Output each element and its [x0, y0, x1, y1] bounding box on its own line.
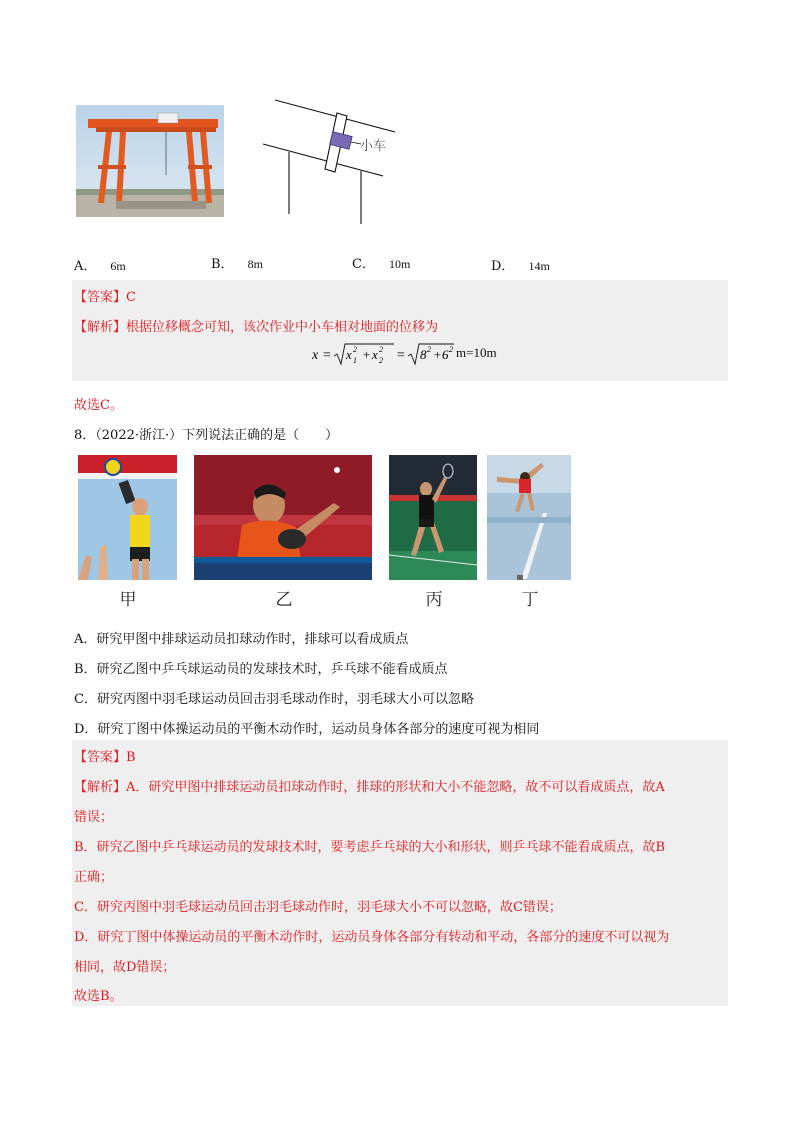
volleyball-photo — [78, 455, 177, 580]
option-c — [352, 253, 410, 272]
option-b — [211, 253, 263, 272]
caption-bing: 丙 — [425, 590, 443, 610]
q8-analysis-line: C．研究丙图中羽毛球运动员回击羽毛球动作时，羽毛球大小不可以忽略，故C错误； — [74, 900, 562, 915]
trolley-label: 小车 — [360, 139, 387, 154]
q8-analysis-line: 错误； — [74, 810, 114, 825]
option-a — [74, 255, 126, 274]
svg-text:x: x — [346, 347, 352, 362]
q8-option-a: A．研究甲图中排球运动员扣球动作时，排球可以看成质点 — [74, 632, 409, 647]
q8-answer: 【答案】B — [74, 750, 136, 765]
q7-conclusion: 故选C。 — [74, 398, 123, 413]
analysis-tag: 【解析】 — [74, 320, 127, 335]
gantry-crane-photo — [76, 105, 224, 217]
svg-text:2: 2 — [427, 345, 431, 354]
q7-analysis — [74, 316, 438, 335]
caption-yi: 乙 — [275, 590, 293, 610]
table-tennis-photo — [194, 455, 372, 580]
option-letter: B． — [211, 257, 234, 272]
badminton-photo — [389, 455, 477, 580]
option-letter: D． — [491, 259, 515, 274]
analysis-text: 根据位移概念可知，该次作业中小车相对地面的位移为 — [126, 320, 439, 335]
svg-text:6: 6 — [442, 347, 449, 362]
option-value: 6m — [110, 259, 126, 273]
q8-analysis-line: B．研究乙图中乒乓球运动员的发球技术时，要考虑乒乓球的大小和形状，则乒乓球不能看成质点，故B — [74, 840, 666, 855]
q8-analysis-line: D．研究丁图中体操运动员的平衡木动作时，运动员身体各部分有转动和平动，各部分的速度不可以视为 — [74, 930, 670, 945]
svg-text:2: 2 — [379, 345, 383, 354]
svg-text:+: + — [433, 347, 442, 362]
q8-analysis-line: 相同，故D错误； — [74, 960, 176, 975]
svg-text:2: 2 — [379, 356, 383, 365]
formula-result: m=10m — [456, 345, 497, 360]
option-value: 8m — [247, 257, 263, 271]
caption-ding: 丁 — [521, 590, 539, 610]
q8-option-c: C．研究丙图中羽毛球运动员回击羽毛球动作时，羽毛球大小可以忽略 — [74, 692, 474, 707]
option-d — [491, 255, 550, 274]
q8-option-d: D．研究丁图中体操运动员的平衡木动作时，运动员身体各部分的速度可视为相同 — [74, 722, 540, 737]
svg-text:=: = — [396, 348, 406, 363]
svg-text:1: 1 — [353, 356, 357, 365]
q8-analysis-line: 故选B。 — [74, 989, 123, 1004]
trolley-diagram — [255, 96, 415, 231]
svg-text:2: 2 — [353, 345, 357, 354]
q8-option-b: B．研究乙图中乒乓球运动员的发球技术时，乒乓球不能看成质点 — [74, 662, 448, 677]
svg-text:2: 2 — [449, 345, 453, 354]
displacement-formula — [312, 340, 502, 368]
q8-analysis-line: 正确； — [74, 870, 114, 885]
q8-stem: 8．（2022·浙江·）下列说法正确的是（ ） — [74, 428, 339, 443]
svg-text:+: + — [362, 347, 371, 362]
balance-beam-photo — [487, 455, 571, 580]
caption-jia: 甲 — [119, 590, 137, 610]
option-value: 10m — [388, 257, 411, 271]
svg-text:x: x — [372, 347, 378, 362]
option-letter: A． — [74, 259, 97, 274]
svg-text:8: 8 — [420, 347, 427, 362]
q8-analysis-line: 【解析】A．研究甲图中排球运动员扣球动作时，排球的形状和大小不能忽略，故不可以看成质点，故A — [74, 780, 665, 795]
svg-text:=: = — [322, 348, 332, 363]
option-letter: C． — [352, 257, 375, 272]
q7-answer: 【答案】C — [74, 290, 136, 305]
option-value: 14m — [528, 259, 550, 273]
svg-text:x: x — [312, 348, 319, 363]
